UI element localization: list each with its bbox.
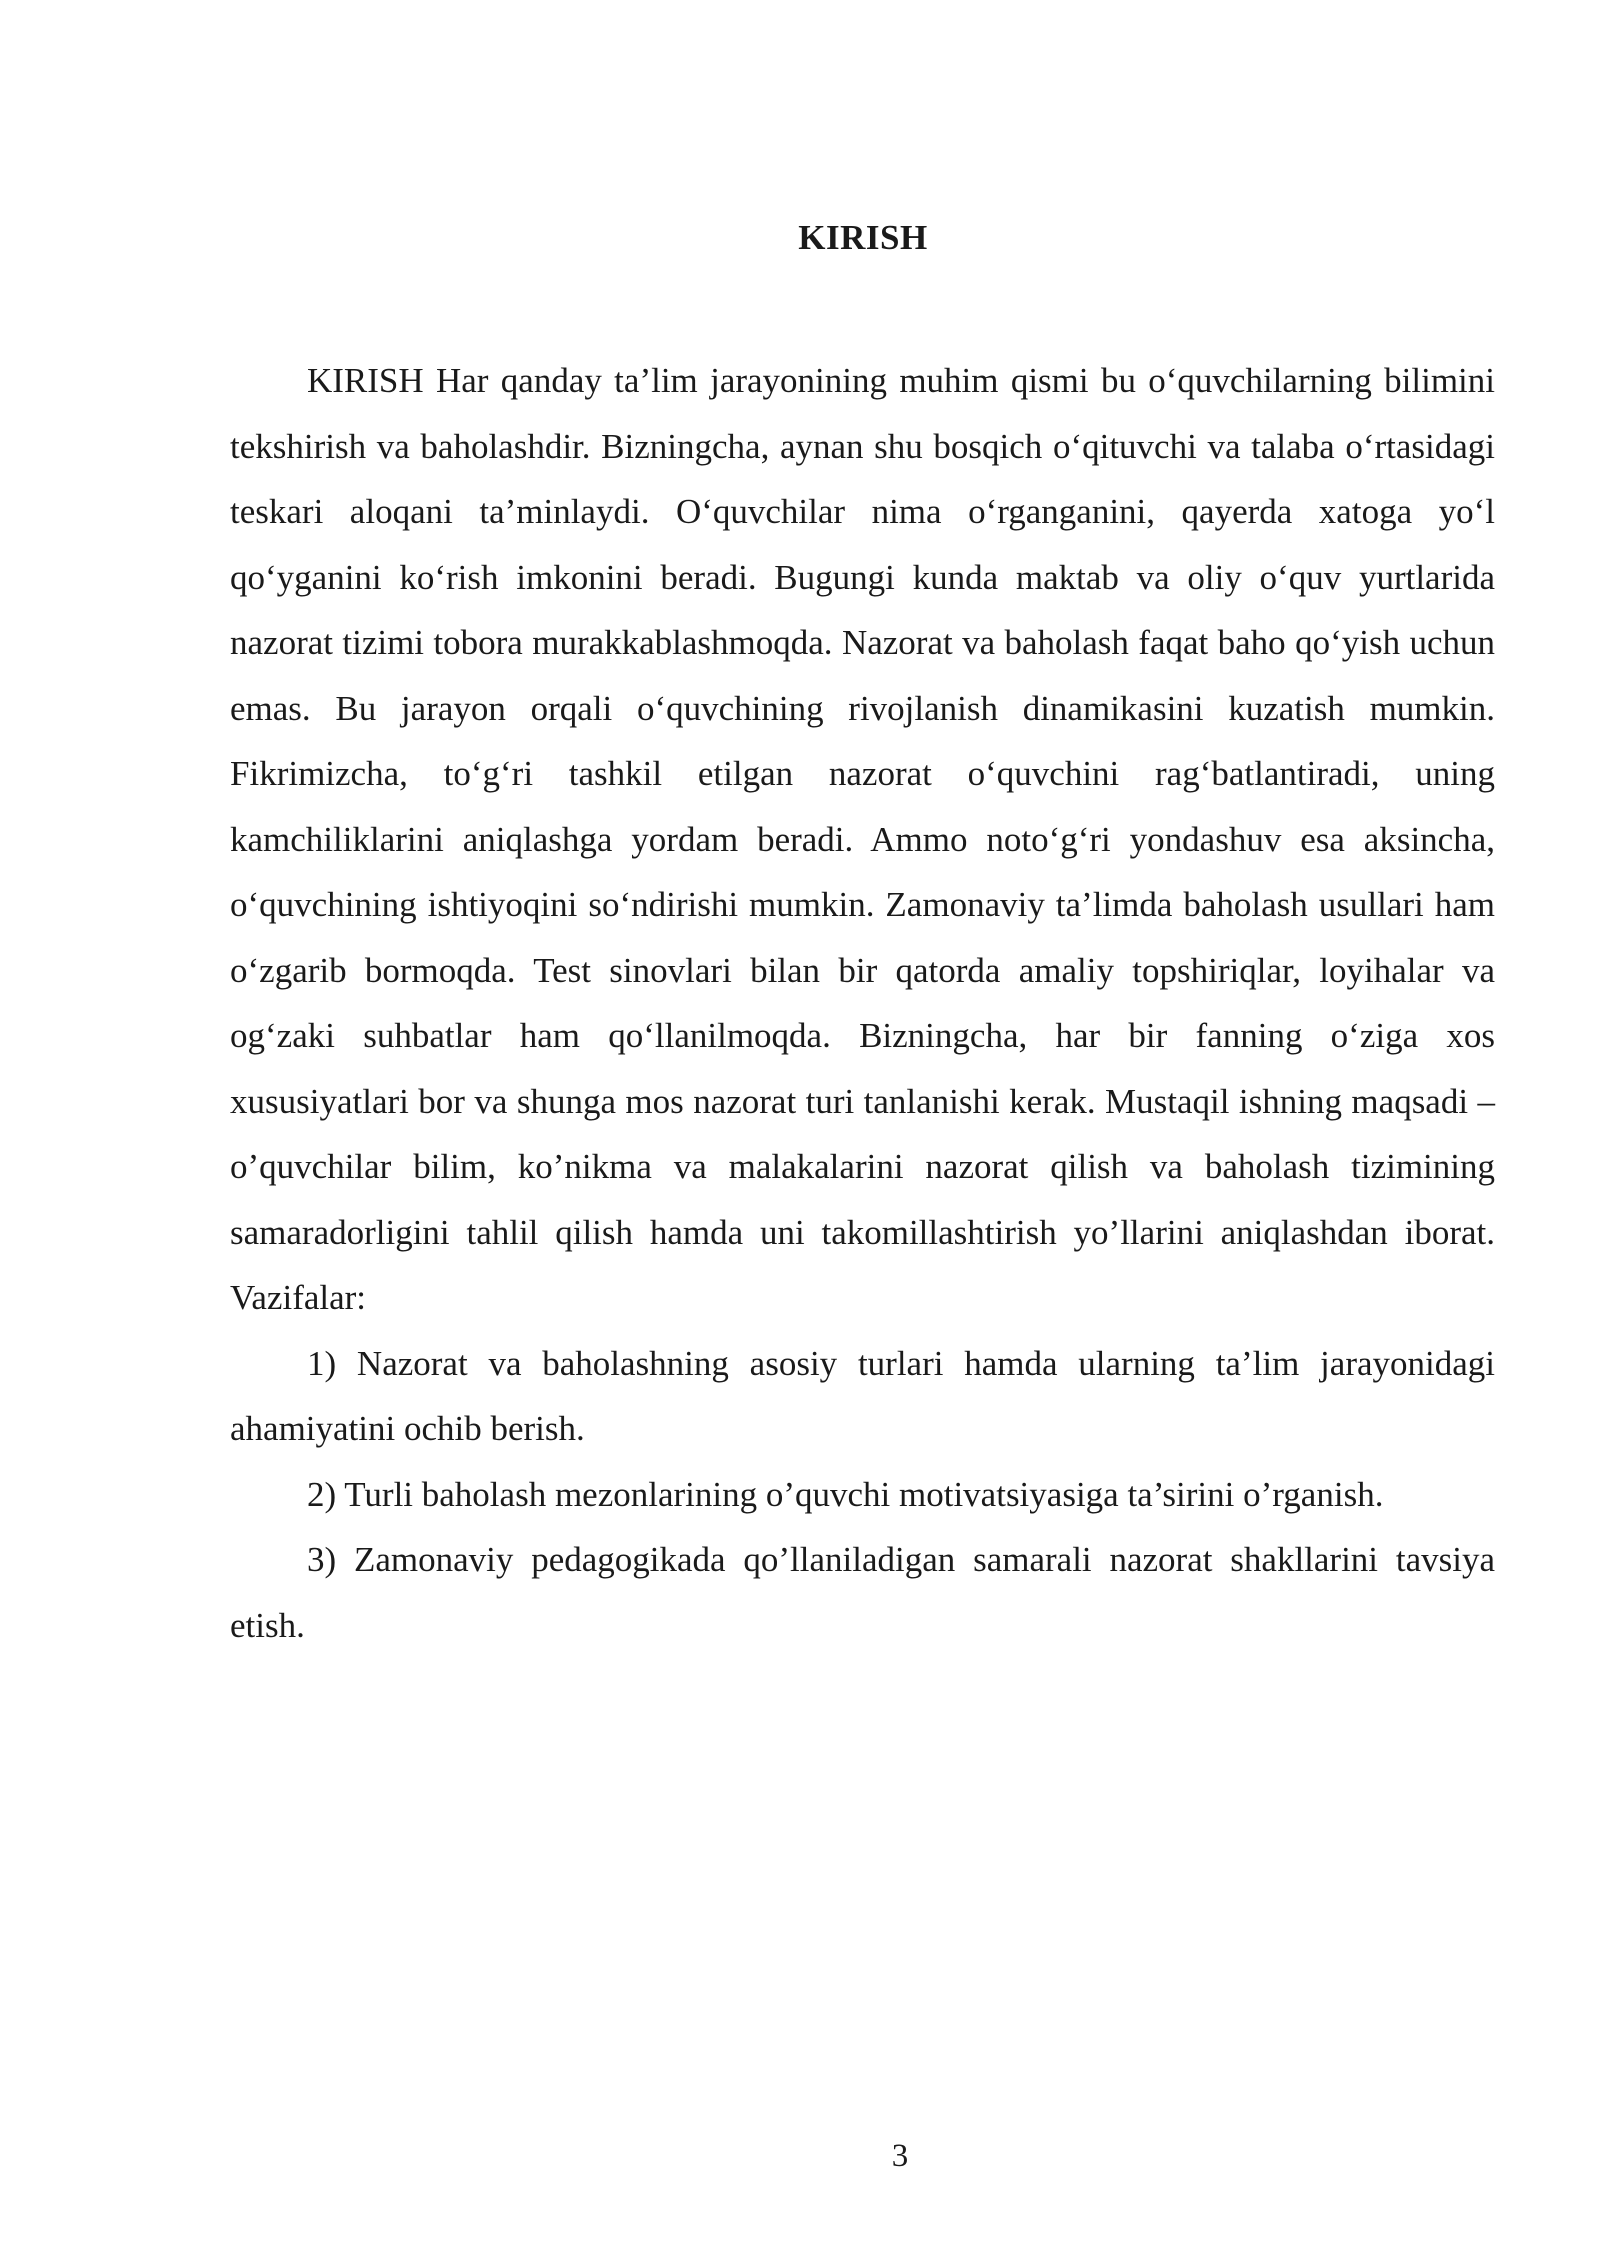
- page-number: 3: [891, 2138, 909, 2174]
- paragraph-task-1: 1) Nazorat va baholashning asosiy turlari hamda ularning ta’lim jarayonidagi ahamiyatini ochib berish.: [230, 1343, 1495, 1448]
- paragraph-task-2: 2) Turli baholash mezonlarining o’quvchi motivatsiyasiga ta’sirini o’rganish.: [307, 1474, 1384, 1514]
- paragraph-task-3: 3) Zamonaviy pedagogikada qo’llaniladigan samarali nazorat shakllarini tavsiya etish.: [230, 1540, 1495, 1645]
- document-body: [230, 348, 1495, 1658]
- section-heading: KIRISH: [798, 218, 928, 257]
- paragraph-introduction: KIRISH Har qanday ta’lim jarayonining muhim qismi bu o‘quvchilarning bilimini tekshirish va baholashdir. Bizningcha, aynan shu bosqich o‘qituvchi va talaba o‘rtasidagi teskari aloqani ta’minlaydi. O‘quvchilar nima o‘rganganini, qayerda xatoga yo‘l qo‘yganini ko‘rish imkonini beradi. Bugungi kunda maktab va oliy o‘quv yurtlarida nazorat tizimi tobora murakkablashmoqda. Nazorat va baholash faqat baho qo‘yish uchun emas. Bu jarayon orqali o‘quvchining rivojlanish dinamikasini kuzatish mumkin. Fikrimizcha, to‘g‘ri tashkil etilgan nazorat o‘quvchini rag‘batlantiradi, uning kamchiliklarini aniqlashga yordam beradi. Ammo noto‘g‘ri yondashuv esa aksincha, o‘quvchining ishtiyoqini so‘ndirishi mumkin. Zamonaviy ta’limda baholash usullari ham o‘zgarib bormoqda. Test sinovlari bilan bir qatorda amaliy topshiriqlar, loyihalar va og‘zaki suhbatlar ham qo‘llanilmoqda. Bizningcha, har bir fanning o‘ziga xos xususiyatlari bor va shunga mos nazorat turi tanlanishi kerak. Mustaqil ishning maqsadi – o’quvchilar bilim, ko’nikma va malakalarini nazorat qilish va baholash tizimining samaradorligini tahlil qilish hamda uni takomillashtirish yo’llarini aniqlashdan iborat. Vazifalar:: [230, 361, 1495, 1317]
